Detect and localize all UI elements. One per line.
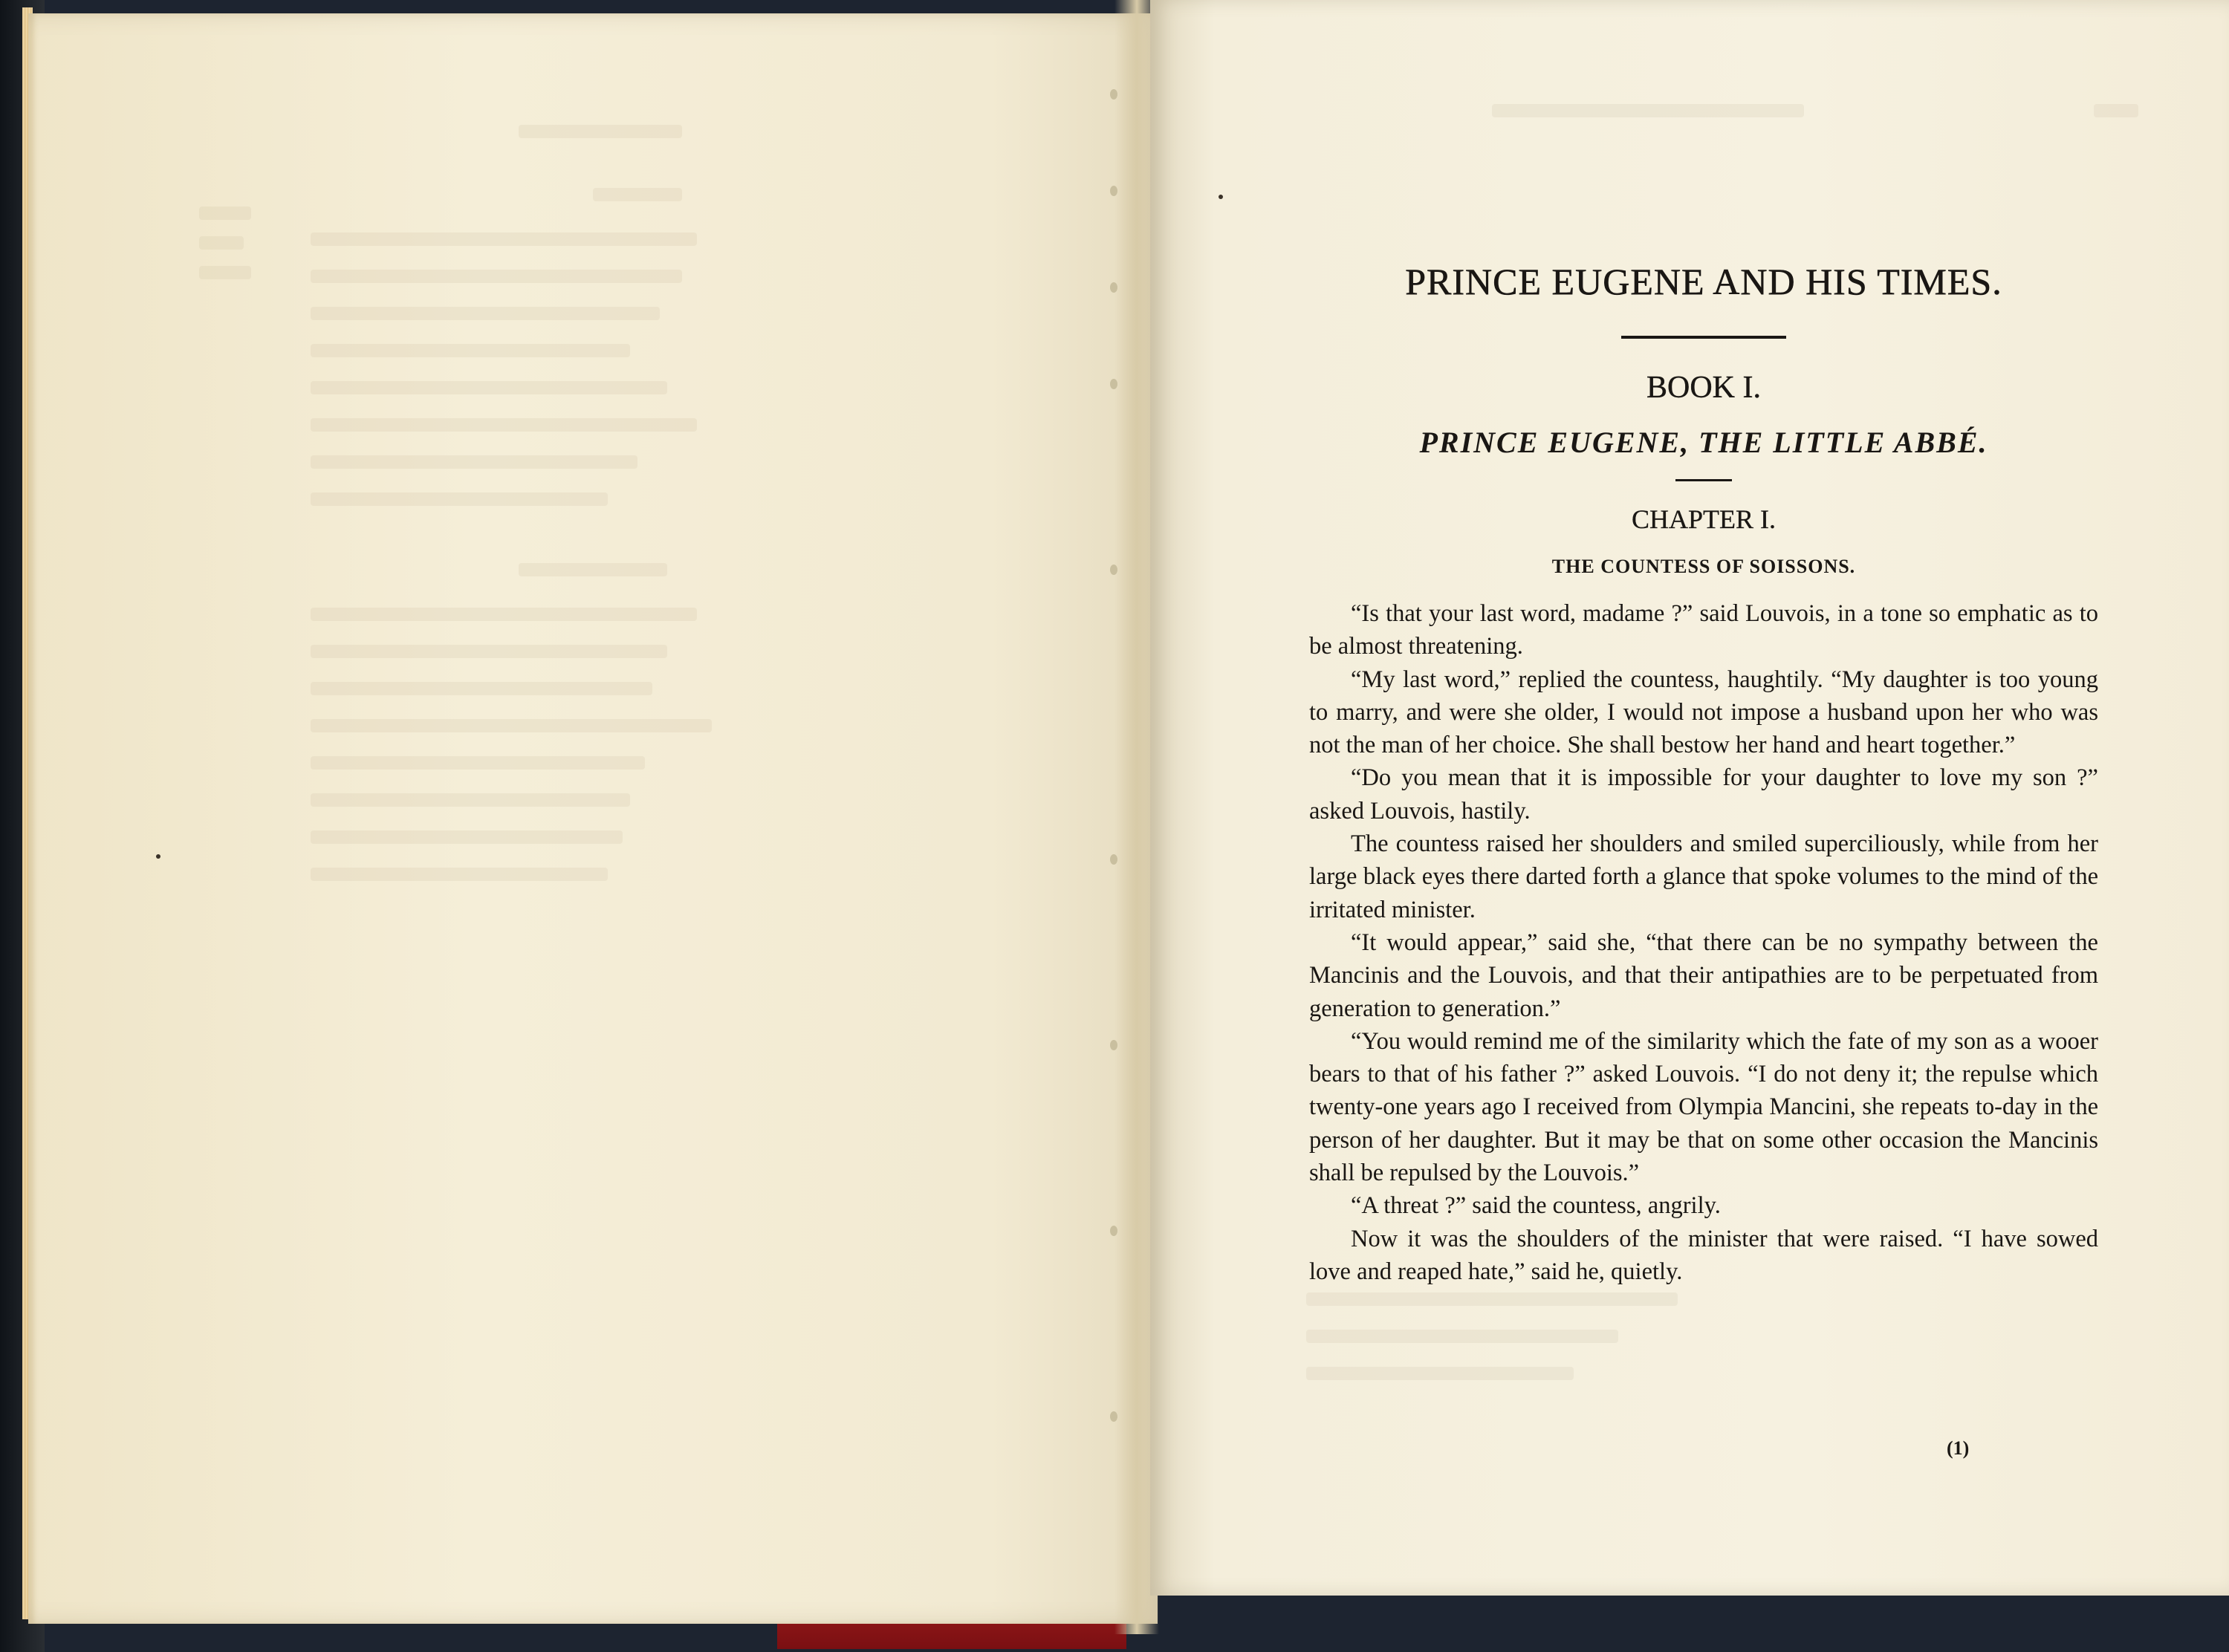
binding-stitch: [1110, 379, 1117, 389]
binding-stitch: [1110, 1040, 1117, 1050]
show-through-line: [2094, 104, 2138, 117]
show-through-line: [519, 563, 667, 576]
paragraph: The countess raised her shoulders and smiled superciliously, while from her large black eyes there darted forth a glance that spoke volumes to the mind of the irritated minister.: [1309, 830, 2098, 923]
show-through-line: [1306, 1367, 1574, 1380]
show-through-line: [311, 645, 667, 658]
show-through-line: [311, 270, 682, 283]
show-through-line: [311, 307, 660, 320]
show-through-line: [311, 719, 712, 732]
show-through-line: [199, 266, 251, 279]
show-through-line: [199, 236, 244, 250]
show-through-line: [311, 868, 608, 881]
paragraph: “Do you mean that it is impossible for your daughter to love my son ?” asked Louvois, hastily.: [1309, 764, 2098, 825]
paper-speck: [1219, 195, 1223, 199]
show-through-line: [311, 793, 630, 807]
chapter-text: [1309, 597, 2098, 1288]
show-through-line: [1306, 1292, 1678, 1306]
chapter-title: THE COUNTESS OF SOISSONS.: [1551, 556, 1856, 577]
paper-speck: [156, 854, 160, 859]
binding-stitch: [1110, 89, 1117, 100]
left-page: [28, 13, 1158, 1624]
subtitle-rule: [1675, 479, 1732, 481]
show-through-line: [311, 830, 623, 844]
show-through-line: [199, 206, 251, 220]
show-through-line: [311, 381, 667, 394]
chapter-heading: CHAPTER I.: [1631, 504, 1776, 534]
show-through-line: [311, 608, 697, 621]
paragraph: “A threat ?” said the countess, angrily.: [1351, 1192, 1721, 1220]
show-through-line: [311, 682, 652, 695]
show-through-line: [311, 455, 637, 469]
binding-stitch: [1110, 565, 1117, 575]
binding-stitch: [1110, 1226, 1117, 1236]
show-through-line: [1492, 104, 1804, 117]
show-through-line: [311, 344, 630, 357]
paragraph: “It would appear,” said she, “that there can be no sympathy between the Mancinis and the Louvois, and that their antipathies are to be perpetuated from generation to generation.”: [1309, 929, 2098, 1022]
book-subtitle: PRINCE EUGENE, THE LITTLE ABBÉ.: [1419, 426, 1988, 459]
book-title: PRINCE EUGENE AND HIS TIMES.: [1405, 261, 2002, 302]
show-through-line: [311, 418, 697, 432]
paragraph: “You would remind me of the similarity which the fate of my son as a wooer bears to that of his father ?” asked Louvois. “I do not deny it; the repulse which twenty-one years ago I received from Olympia Mancini, she repeats to-day in the person of her daughter. But it may be that on some other occasion the Mancinis shall be repulsed by the Louvois.”: [1309, 1027, 2098, 1187]
paragraph: Now it was the shoulders of the minister that were raised. “I have sowed love and reaped hate,” said he, quietly.: [1309, 1225, 2098, 1285]
book-number: BOOK I.: [1646, 371, 1761, 405]
show-through-line: [311, 756, 645, 770]
paragraph: “Is that your last word, madame ?” said Louvois, in a tone so emphatic as to be almost threatening.: [1309, 600, 2098, 660]
paragraph: “My last word,” replied the countess, haughtily. “My daughter is too young to marry, and were she older, I would not impose a husband upon her who was not the man of her choice. She shall bestow her hand and heart together.”: [1309, 666, 2098, 759]
show-through-line: [593, 188, 682, 201]
show-through-line: [519, 125, 682, 138]
show-through-line: [1306, 1330, 1618, 1343]
binding-stitch: [1110, 282, 1117, 293]
page-number: (1): [1947, 1437, 1970, 1459]
show-through-line: [311, 492, 608, 506]
binding-stitch: [1110, 1411, 1117, 1422]
binding-stitch: [1110, 854, 1117, 865]
binding-stitch: [1110, 186, 1117, 196]
show-through-line: [311, 232, 697, 246]
title-rule: [1621, 336, 1786, 339]
page-content: [1309, 260, 2098, 1288]
